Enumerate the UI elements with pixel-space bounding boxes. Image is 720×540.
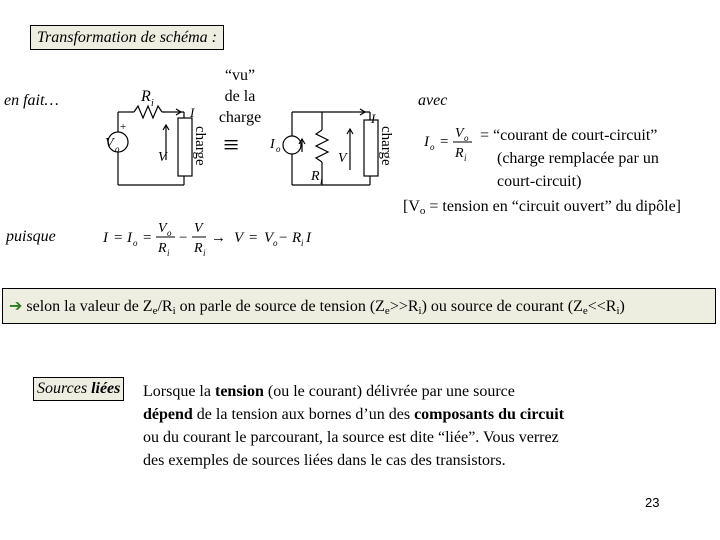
- left-ri-label: R: [141, 88, 151, 105]
- svg-text:=: =: [114, 230, 123, 246]
- svg-text:R: R: [455, 146, 464, 161]
- desc-line-3: court-circuit): [497, 173, 582, 190]
- svg-text:→: →: [211, 230, 226, 246]
- middle-ri-sub: i: [320, 176, 323, 186]
- svg-text:I: I: [127, 230, 132, 246]
- svg-text:o: o: [167, 228, 172, 238]
- svg-text:R: R: [194, 241, 203, 256]
- svg-text:V: V: [264, 230, 274, 246]
- equivalence-symbol: ≡: [223, 130, 239, 161]
- page-number: 23: [645, 495, 660, 510]
- svg-text:=: =: [440, 134, 449, 150]
- middle-charge-label: charge: [378, 126, 394, 166]
- svg-text:I: I: [306, 230, 311, 246]
- svg-text:I: I: [424, 134, 429, 150]
- sources-liees-label: Sources liées: [33, 377, 124, 401]
- svg-text:=: =: [143, 230, 152, 246]
- svg-text:i: i: [203, 248, 206, 258]
- left-vo-sub: o: [115, 144, 120, 154]
- middle-v-label: V: [338, 151, 347, 166]
- left-v-label: V: [158, 150, 167, 165]
- svg-text:o: o: [464, 133, 469, 143]
- source-type-banner: ➔ selon la valeur de $Z_e/R_i$ on parle de source de tension $(Z_e>>R_i)$ ou source de courant $(Z_e<<R_i)$: [2, 288, 716, 324]
- avec-label: avec: [418, 92, 448, 109]
- middle-io-label: I: [270, 137, 275, 152]
- svg-text:V: V: [158, 221, 167, 236]
- svg-text:R: R: [158, 241, 167, 256]
- slide-title: Transformation de schéma :: [30, 25, 224, 50]
- svg-text:o: o: [133, 238, 138, 248]
- middle-ri-label: R: [311, 169, 320, 184]
- left-vo-label: V: [105, 136, 114, 151]
- left-plus-label: +: [120, 121, 127, 133]
- arrow-icon: ➔: [9, 298, 23, 315]
- svg-text:o: o: [430, 142, 435, 152]
- svg-text:V: V: [234, 230, 244, 246]
- svg-text:I: I: [103, 230, 108, 246]
- svg-text:V: V: [194, 221, 203, 236]
- left-ri-sub: i: [151, 98, 154, 109]
- left-charge-label: charge: [192, 126, 208, 166]
- svg-text:i: i: [167, 248, 170, 258]
- seen-line-2: de la: [224, 88, 256, 105]
- vo-definition: [$V_o$ = tension en “circuit ouvert” du dipôle]: [403, 198, 681, 217]
- svg-text:o: o: [273, 238, 278, 248]
- seen-line-1: “vu”: [224, 67, 256, 84]
- middle-i-label: I: [371, 111, 376, 126]
- middle-circuit: [283, 109, 378, 185]
- left-i-label: I: [190, 105, 195, 120]
- svg-text:V: V: [455, 126, 464, 141]
- desc-line-2: (charge remplacée par un: [497, 150, 659, 167]
- en-fait-label: en fait…: [4, 92, 59, 109]
- svg-text:i: i: [464, 153, 467, 163]
- left-circuit: [108, 106, 192, 185]
- svg-text:−: −: [279, 230, 288, 246]
- puisque-formula: [102, 221, 312, 258]
- svg-text:=: =: [249, 230, 258, 246]
- middle-io-sub: o: [276, 144, 281, 154]
- desc-line-1: = “courant de court-circuit”: [480, 127, 658, 144]
- io-formula: [423, 126, 472, 163]
- seen-line-3: charge: [218, 109, 262, 126]
- sources-paragraph: Lorsque la tension (ou le courant) délivrée par une source dépend de la tension aux bornes d’un des composants du circuit ou du courant le parcourant, la source est dite “liée”. Vous verrez des exemples de sources liées dans le cas des transistors.: [143, 383, 565, 469]
- puisque-label: puisque: [6, 228, 56, 245]
- svg-text:−: −: [179, 230, 188, 246]
- svg-text:R: R: [292, 230, 302, 246]
- svg-text:i: i: [301, 238, 304, 248]
